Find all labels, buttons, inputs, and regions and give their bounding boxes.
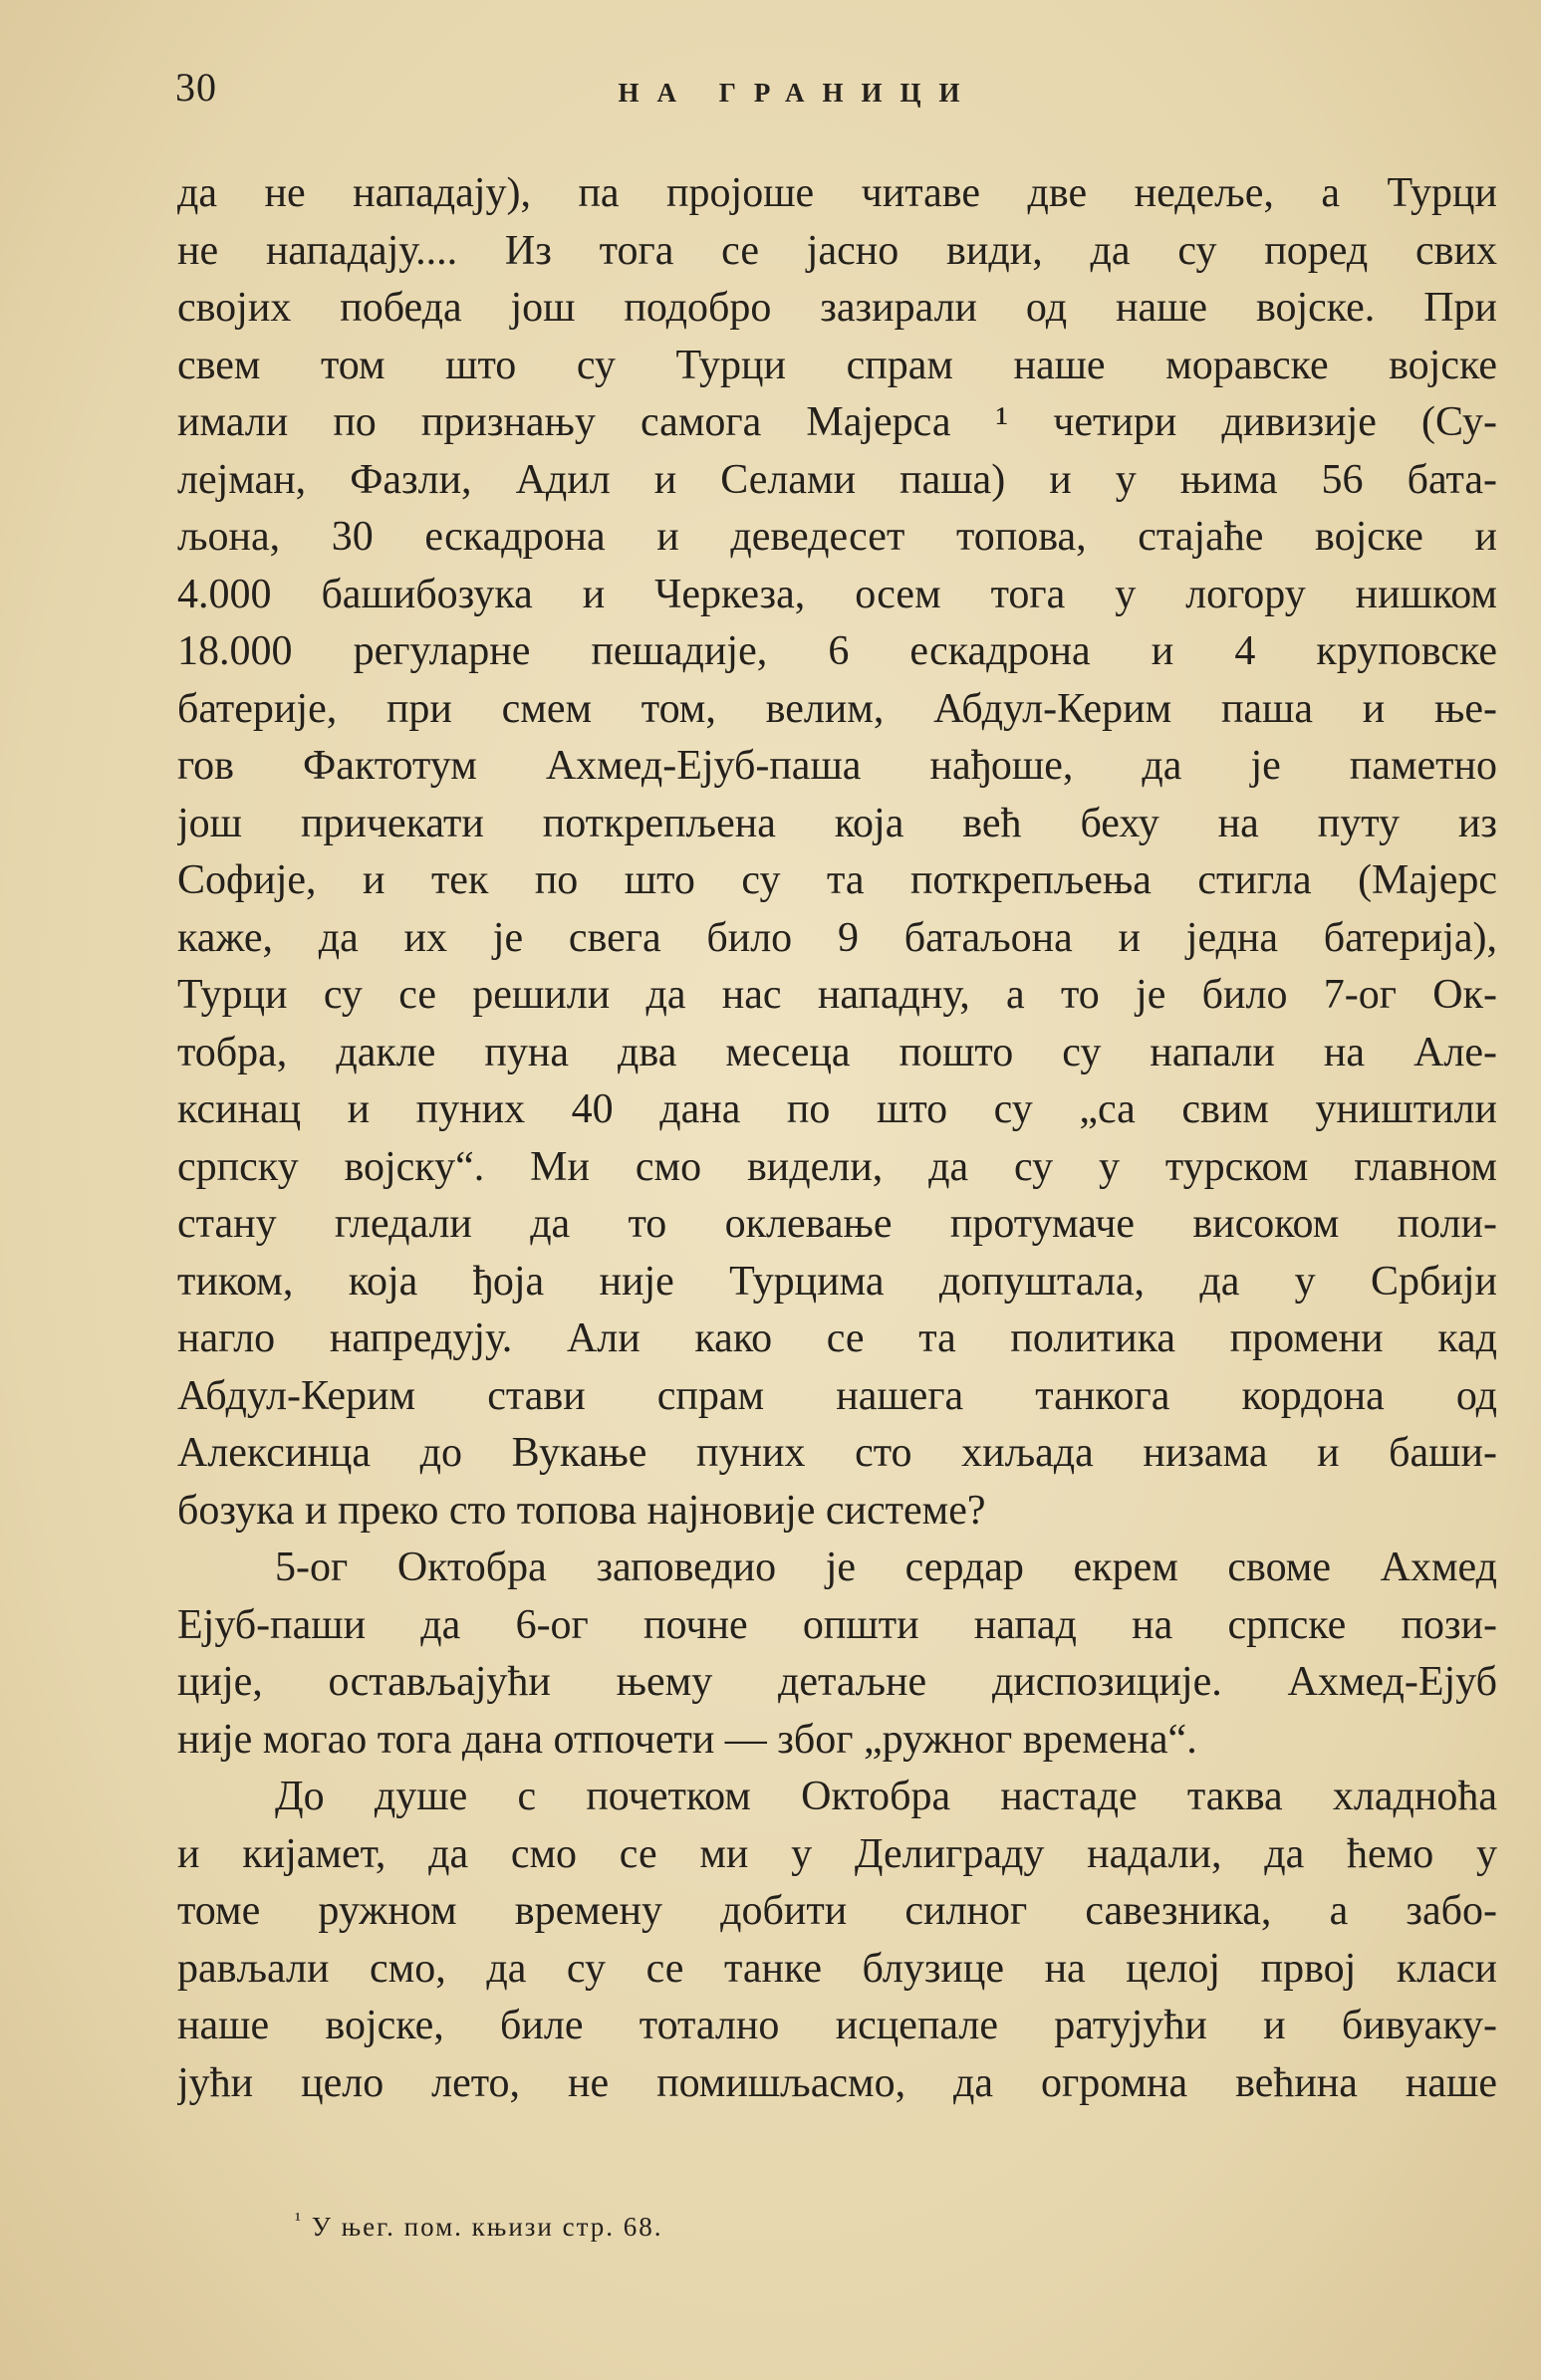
text-line: каже, да их је свега било 9 батаљона и једна батерија), [177, 914, 1497, 961]
text-line: својих победа још подобро зазирали од наше војске. При [177, 285, 1497, 331]
text-line: јући цело лето, не помишљасмо, да огромна већина наше [177, 2059, 1497, 2106]
text-line: Алексинца до Вукање пуних сто хиљада низама и баши- [177, 1430, 1497, 1476]
text-line: ције, остављајући њему детаљне диспозиције. Ахмед-Ејуб [177, 1659, 1497, 1705]
text-line: српску војску“. Ми смо видели, да су у турском главном [177, 1143, 1497, 1190]
running-head: НА ГРАНИЦИ [618, 78, 978, 108]
text-line: 4.000 башибозука и Черкеза, осем тога у логору нишком [177, 571, 1497, 617]
text-line: бозука и преко сто топова најновије системе? [177, 1487, 986, 1534]
text-line: тобра, дакле пуна два месеца пошто су напали на Але- [177, 1029, 1497, 1075]
text-line: и кијамет, да смо се ми у Делиграду надали, да ћемо у [177, 1830, 1497, 1877]
text-line: нагло напредују. Али како се та политика промени кад [177, 1315, 1497, 1361]
footnote-text: У њег. пом. књизи стр. 68. [311, 2212, 663, 2242]
footnote-marker: ¹ [295, 2209, 303, 2231]
text-line: томе ружном времену добити силног савезника, а забо- [177, 1888, 1497, 1934]
text-line: Турци су се решили да нас нападну, а то је било 7-ог Ок- [177, 972, 1497, 1018]
text-line: рављали смо, да су се танке блузице на целој првој класи [177, 1945, 1497, 1992]
page-number: 30 [175, 65, 217, 110]
page-header [175, 64, 1500, 123]
text-line: не нападају.... Из тога се јасно види, да су поред свих [177, 227, 1497, 274]
text-line: гов Фактотум Ахмед-Ејуб-паша нађоше, да је паметно [177, 743, 1497, 789]
text-line: батерије, при смем том, велим, Абдул-Керим паша и ње- [177, 685, 1497, 732]
text-line: још причекати поткрепљена која већ беху на путу из [177, 800, 1497, 846]
text-line: наше војске, биле тотално исцепале ратујући и бивуаку- [177, 2003, 1497, 2048]
text-line: није могао тога дана отпочети — због „ружног времена“. [177, 1716, 1197, 1763]
text-line: 18.000 регуларне пешадије, 6 ескадрона и 4 круповске [177, 628, 1497, 674]
text-line: лејман, Фазли, Адил и Селами паша) и у њима 56 бата- [177, 456, 1497, 503]
footnote [295, 2209, 663, 2243]
text-line: Софије, и тек по што су та поткрепљења стигла (Мајерс [177, 857, 1497, 903]
text-line: љона, 30 ескадрона и деведесет топова, стајаће војске и [177, 514, 1497, 560]
text-line: свем том што су Турци спрам наше моравске војске [177, 342, 1497, 388]
body-text [177, 165, 1497, 2112]
text-line: да не нападају), па пројоше читаве две недеље, а Турци [177, 170, 1497, 216]
text-line: тиком, која ђоја није Турцима допуштала, да у Србији [177, 1258, 1497, 1305]
text-line: До душе с почетком Октобра настаде таква хладноћа [275, 1774, 1497, 1819]
text-line: Абдул-Керим стави спрам нашега танкога кордона од [177, 1372, 1497, 1419]
text-line: ксинац и пуних 40 дана по што су „са свим уништили [177, 1086, 1497, 1132]
text-line: 5-ог Октобра заповедио је сердар екрем своме Ахмед [275, 1545, 1497, 1590]
text-line: Ејуб-паши да 6-ог почне општи напад на српске пози- [177, 1601, 1497, 1648]
text-line: стану гледали да то оклевање протумаче високом поли- [177, 1201, 1497, 1247]
text-line: имали по признању самога Мајерса ¹ четири дивизије (Су- [177, 399, 1497, 445]
